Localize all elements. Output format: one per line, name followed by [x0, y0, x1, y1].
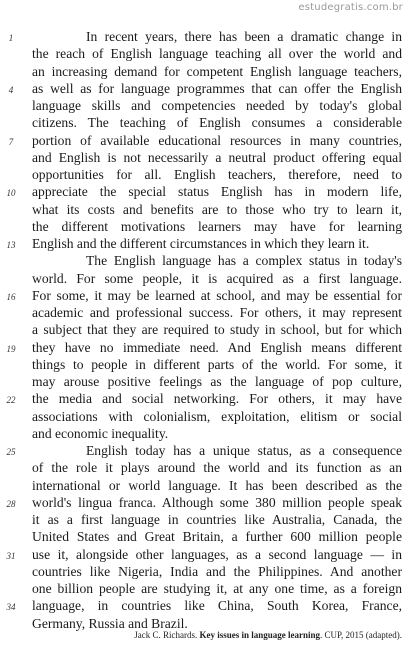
- line-text: the reach of English language teaching all over the world and: [32, 46, 402, 62]
- citation-author: Jack C. Richards.: [134, 630, 200, 640]
- line-text: things to people in different parts of the world. For some, it: [32, 356, 402, 372]
- text-line: [0, 80, 409, 97]
- line-text: academic and professional success. For others, it may represent: [32, 305, 402, 320]
- line-number: 16: [6, 291, 16, 302]
- line-text: they have no immediate need. And English means different: [32, 339, 402, 355]
- line-number: 1: [8, 33, 14, 43]
- line-number: 10: [6, 188, 16, 199]
- line-text: Germany, Russia and Brazil.: [32, 615, 188, 631]
- line-text: an increasing demand for competent English language teachers,: [32, 63, 402, 79]
- line-number: 25: [6, 447, 16, 457]
- line-text: opportunities for all. English teachers, therefore, need to: [32, 167, 402, 182]
- line-text: use it, alongside other languages, as a second language — in: [32, 546, 402, 562]
- line-text: English today has a unique status, as a consequence: [86, 443, 402, 458]
- text-line: [0, 494, 409, 511]
- line-text: English and the different circumstances in which they learn it.: [32, 236, 370, 251]
- text-line: [0, 356, 409, 373]
- text-line: [0, 408, 409, 425]
- text-line: [0, 114, 409, 131]
- citation-publisher: . CUP, 2015 (adapted).: [320, 630, 402, 640]
- line-text: citizens. The teaching of English consumes a considerable: [32, 115, 402, 131]
- text-line: [0, 183, 409, 200]
- line-number: 19: [6, 343, 16, 354]
- text-line: [0, 252, 409, 269]
- line-number: 7: [8, 136, 14, 147]
- text-line: [0, 563, 409, 580]
- text-line: [0, 580, 409, 597]
- line-text: and English is not necessarily a neutral product offering equal: [32, 149, 402, 165]
- line-text: the media and social networking. For others, it may have: [32, 391, 402, 407]
- text-line: [0, 28, 409, 45]
- line-text: the different motivations learners may have for learning: [32, 218, 402, 234]
- line-number: 28: [6, 498, 16, 509]
- text-line: [0, 339, 409, 356]
- line-text: what its costs and benefits are to those who try to learn it,: [32, 201, 402, 217]
- text-line: [0, 597, 409, 614]
- text-line: [0, 390, 409, 407]
- site-watermark: estudegratis.com.br: [298, 2, 403, 13]
- line-text: The English language has a complex status in today's: [86, 253, 402, 269]
- text-line: [0, 235, 409, 252]
- text-line: [0, 218, 409, 235]
- text-line: [0, 149, 409, 166]
- line-number: 22: [6, 395, 16, 406]
- line-text: associations with colonialism, exploitation, elitism or social: [32, 408, 402, 424]
- line-text: countries like Nigeria, India and the Philippines. And another: [32, 563, 402, 579]
- line-number: 34: [6, 602, 16, 613]
- line-number: 4: [8, 84, 14, 95]
- text-line: [0, 201, 409, 218]
- line-text: world. For some people, it is acquired as a first language.: [32, 270, 402, 286]
- text-line: [0, 132, 409, 149]
- text-line: [0, 528, 409, 545]
- line-text: language, in countries like China, South Korea, France,: [32, 598, 402, 614]
- line-text: may arouse positive feelings as the language of pop culture,: [32, 374, 402, 389]
- line-text: In recent years, there has been a dramatic change in: [86, 29, 402, 44]
- text-line: [0, 546, 409, 563]
- line-text: it as a first language in countries like Australia, Canada, the: [32, 512, 402, 527]
- text-line: [0, 459, 409, 476]
- line-text: portion of available educational resources in many countries,: [32, 132, 402, 148]
- line-text: appreciate the special status English has in modern life,: [32, 184, 402, 200]
- line-text: international or world language. It has been described as the: [32, 477, 402, 493]
- text-line: [0, 373, 409, 390]
- citation-title: Key issues in language learning: [199, 630, 320, 640]
- article-text: [0, 28, 409, 632]
- text-line: [0, 321, 409, 338]
- text-line: [0, 304, 409, 321]
- text-line: [0, 425, 409, 442]
- line-text: one billion people are studying it, at any one time, as a foreign: [32, 581, 402, 596]
- line-number: 31: [6, 550, 16, 561]
- line-text: a subject that they are required to study in school, but for which: [32, 322, 402, 338]
- text-line: [0, 287, 409, 304]
- text-line: [0, 97, 409, 114]
- text-line: [0, 270, 409, 287]
- line-text: language skills and competencies needed by today's global: [32, 98, 402, 113]
- line-text: world's lingua franca. Although some 380 million people speak: [32, 494, 402, 510]
- text-line: [0, 45, 409, 62]
- text-line: [0, 511, 409, 528]
- text-line: [0, 166, 409, 183]
- line-text: United States and Great Britain, a further 600 million people: [32, 529, 402, 545]
- line-text: and economic inequality.: [32, 425, 169, 441]
- source-citation: [134, 630, 402, 640]
- line-text: of the role it plays around the world and its function as an: [32, 460, 402, 476]
- text-line: [0, 63, 409, 80]
- text-line: [0, 477, 409, 494]
- line-text: For some, it may be learned at school, and may be essential for: [32, 287, 402, 303]
- text-line: [0, 442, 409, 459]
- line-number: 13: [6, 240, 16, 250]
- line-text: as well as for language programmes that can offer the English: [32, 80, 402, 96]
